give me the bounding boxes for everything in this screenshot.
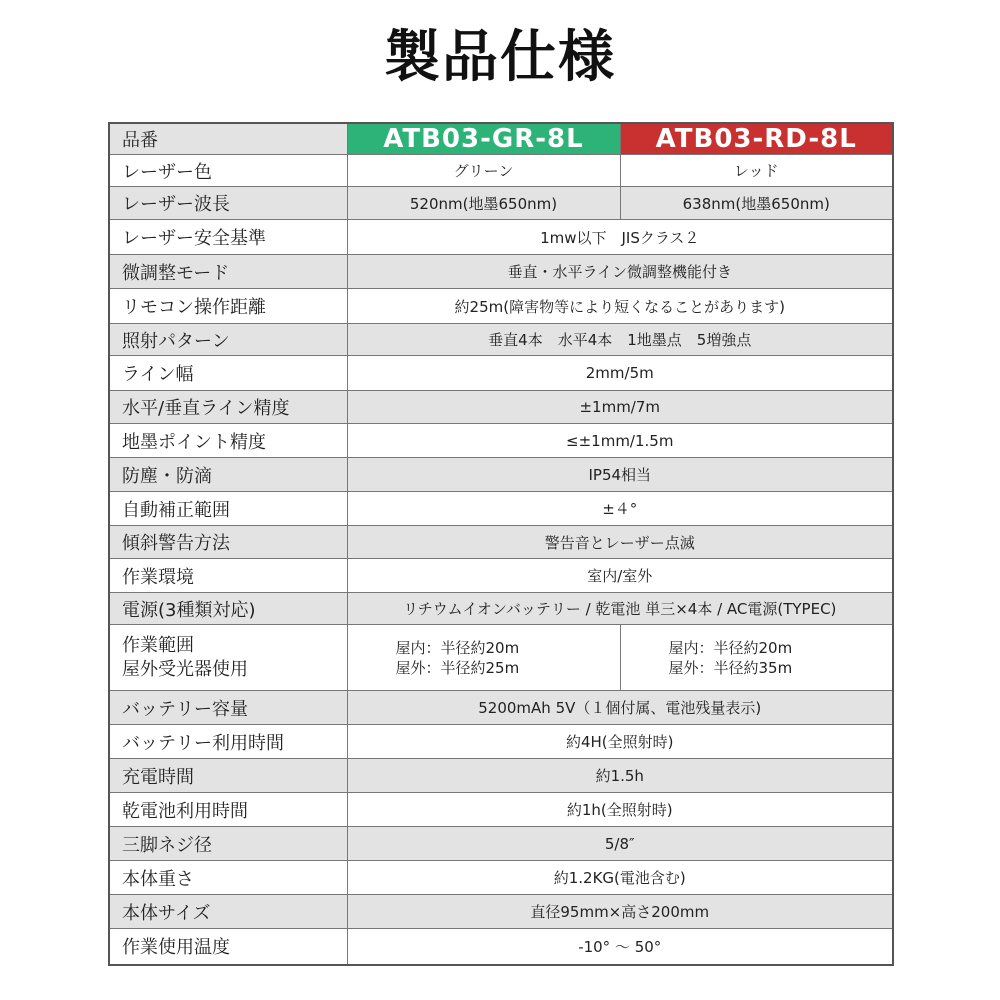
work-range-outdoor: 屋外：半径約35m [668,658,793,677]
table-row [109,759,893,793]
row-value: 直径95mm×高さ200mm [347,895,893,929]
row-label: 作業使用温度 [109,929,347,965]
row-value: 約4H(全照射時) [347,725,893,759]
row-value-green [347,625,620,691]
table-row [109,559,893,593]
row-value: 2mm/5m [347,356,893,391]
row-value-green: グリーン [347,155,620,187]
row-value: 1mw以下 JISクラス２ [347,220,893,255]
row-value: ≤±1mm/1.5m [347,424,893,458]
row-value-red: 638nm(地墨650nm) [620,187,893,220]
row-value-green: 520nm(地墨650nm) [347,187,620,220]
row-value: 警告音とレーザー点滅 [347,526,893,559]
row-label: 品番 [109,123,347,155]
table-row [109,391,893,424]
row-label: 傾斜警告方法 [109,526,347,559]
table-row [109,324,893,356]
row-label: 充電時間 [109,759,347,793]
row-value: IP54相当 [347,458,893,492]
row-label: 照射パターン [109,324,347,356]
model-green-header: ATB03-GR-8L [347,123,620,155]
row-label: 本体サイズ [109,895,347,929]
row-label: 電源(3種類対応) [109,593,347,625]
row-label: 微調整モード [109,255,347,289]
table-row [109,492,893,526]
row-value: -10° ～ 50° [347,929,893,965]
page-title: 製品仕様 [384,25,616,90]
row-label: レーザー波長 [109,187,347,220]
table-row [109,187,893,220]
row-label: リモコン操作距離 [109,289,347,324]
row-label-line: 屋外受光器使用 [122,658,248,680]
table-row [109,895,893,929]
table-row [109,625,893,691]
row-label: 地墨ポイント精度 [109,424,347,458]
row-label: ライン幅 [109,356,347,391]
table-row [109,289,893,324]
table-row [109,526,893,559]
table-row [109,220,893,255]
table-row [109,725,893,759]
table-row [109,424,893,458]
row-value: 5/8″ [347,827,893,861]
row-value: ±1mm/7m [347,391,893,424]
row-value: 約1h(全照射時) [347,793,893,827]
work-range-indoor: 屋内：半径約20m [395,638,520,657]
table-row [109,123,893,155]
row-label: 防塵・防滴 [109,458,347,492]
row-value: 垂直4本 水平4本 1地墨点 5増強点 [347,324,893,356]
row-value: ±４° [347,492,893,526]
table-row [109,929,893,965]
row-value-red [620,625,893,691]
row-value: リチウムイオンバッテリー / 乾電池 単三×4本 / AC電源(TYPEC) [347,593,893,625]
row-label: バッテリー容量 [109,691,347,725]
row-value: 5200mAh 5V（１個付属、電池残量表示) [347,691,893,725]
work-range-outdoor: 屋外：半径約25m [395,658,520,677]
row-value: 約1.5h [347,759,893,793]
row-value: 垂直・水平ライン微調整機能付き [347,255,893,289]
row-value: 室内/室外 [347,559,893,593]
row-label: バッテリー利用時間 [109,725,347,759]
table-row [109,861,893,895]
row-value: 約25m(障害物等により短くなることがあります) [347,289,893,324]
row-label: 三脚ネジ径 [109,827,347,861]
row-label: 水平/垂直ライン精度 [109,391,347,424]
table-row [109,691,893,725]
model-red-header: ATB03-RD-8L [620,123,893,155]
work-range-indoor: 屋内：半径約20m [668,638,793,657]
row-label: 本体重さ [109,861,347,895]
row-label: 自動補正範囲 [109,492,347,526]
row-label [109,625,347,691]
table-row [109,827,893,861]
table-row [109,458,893,492]
spec-table [108,122,894,966]
table-row [109,255,893,289]
row-value: 約1.2KG(電池含む) [347,861,893,895]
row-label: 作業環境 [109,559,347,593]
table-row [109,593,893,625]
row-label: 乾電池利用時間 [109,793,347,827]
row-label-line: 作業範囲 [122,634,194,656]
row-value-red: レッド [620,155,893,187]
row-label: レーザー安全基準 [109,220,347,255]
row-label: レーザー色 [109,155,347,187]
table-row [109,356,893,391]
table-row [109,155,893,187]
table-row [109,793,893,827]
